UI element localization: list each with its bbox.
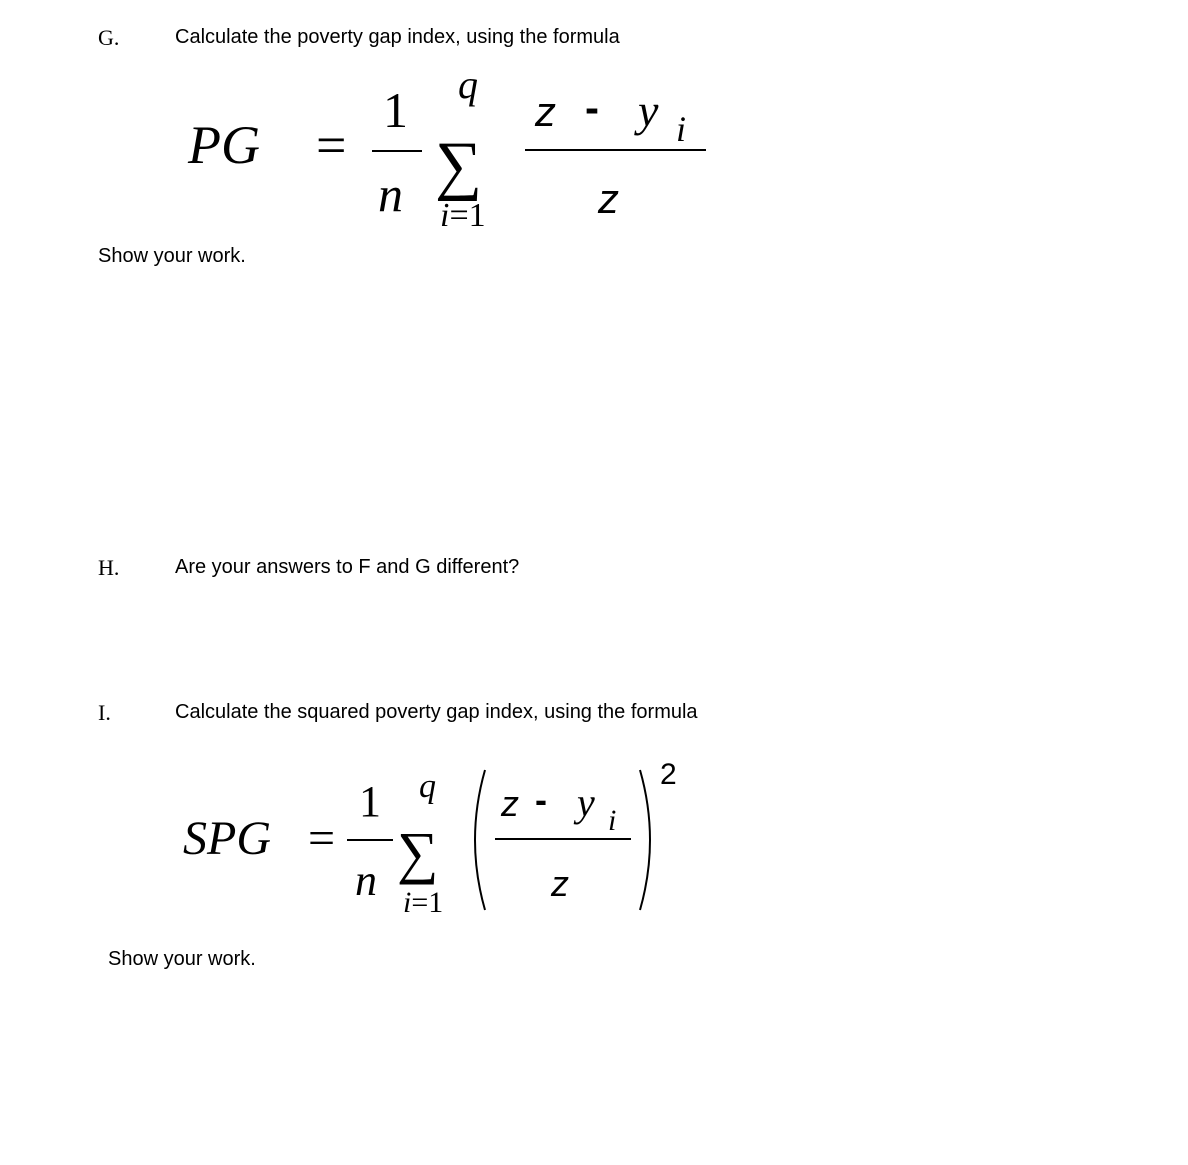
formula-spg-sum-upper: q xyxy=(419,768,436,805)
formula-spg-frac-num-minus: - xyxy=(535,779,547,820)
formula-pg-one: 1 xyxy=(383,82,408,138)
formula-spg-sum-lower-var: i xyxy=(403,886,412,919)
question-label-h: H. xyxy=(98,555,120,580)
question-text-h: Are your answers to F and G different? xyxy=(175,556,520,578)
formula-pg-n: n xyxy=(378,166,403,222)
formula-spg-frac-num-y-sub: i xyxy=(608,804,617,837)
formula-pg-equals: = xyxy=(316,115,347,175)
formula-spg-n: n xyxy=(355,856,377,905)
question-text-g: Calculate the poverty gap index, using the formula xyxy=(175,26,620,48)
formula-pg-sum-lower-eq: = xyxy=(449,197,469,234)
formula-pg-frac-num-z: z xyxy=(535,88,556,135)
formula-spg-sum-lower xyxy=(403,886,443,919)
formula-pg-sum-lower xyxy=(440,197,486,234)
formula-pg xyxy=(170,62,730,245)
formula-pg-lhs: PG xyxy=(188,115,260,175)
formula-spg-frac-num-z: z xyxy=(501,783,519,824)
formula-spg xyxy=(175,752,715,927)
formula-spg-sum-lower-eq: = xyxy=(411,886,429,919)
formula-spg-frac-num-y: y xyxy=(577,780,595,825)
formula-pg-frac-num-y-sub: i xyxy=(676,109,687,149)
formula-pg-frac-num-minus: - xyxy=(585,84,599,131)
formula-pg-sum-upper: q xyxy=(458,62,478,107)
formula-spg-exponent: 2 xyxy=(660,758,677,791)
formula-pg-frac-num-y: y xyxy=(638,85,659,136)
question-label-g: G. xyxy=(98,25,120,50)
formula-spg-left-paren xyxy=(475,770,485,910)
formula-spg-one: 1 xyxy=(359,777,381,826)
formula-spg-right-paren xyxy=(640,770,650,910)
formula-spg-equals: = xyxy=(308,812,336,865)
formula-spg-sum-lower-val: 1 xyxy=(428,886,444,919)
show-work-g: Show your work. xyxy=(98,245,246,267)
formula-pg-sum-lower-var: i xyxy=(440,197,450,234)
show-work-i: Show your work. xyxy=(108,948,256,970)
formula-spg-lhs: SPG xyxy=(183,812,271,865)
question-text-i: Calculate the squared poverty gap index, using the formula xyxy=(175,701,698,723)
formula-spg-sigma: ∑ xyxy=(397,820,439,885)
formula-pg-sum-lower-val: 1 xyxy=(468,197,486,234)
formula-pg-sigma: ∑ xyxy=(435,129,483,202)
formula-pg-frac-den-z: z xyxy=(598,175,619,222)
formula-spg-frac-den-z: z xyxy=(551,863,569,904)
question-label-i: I. xyxy=(98,700,111,725)
